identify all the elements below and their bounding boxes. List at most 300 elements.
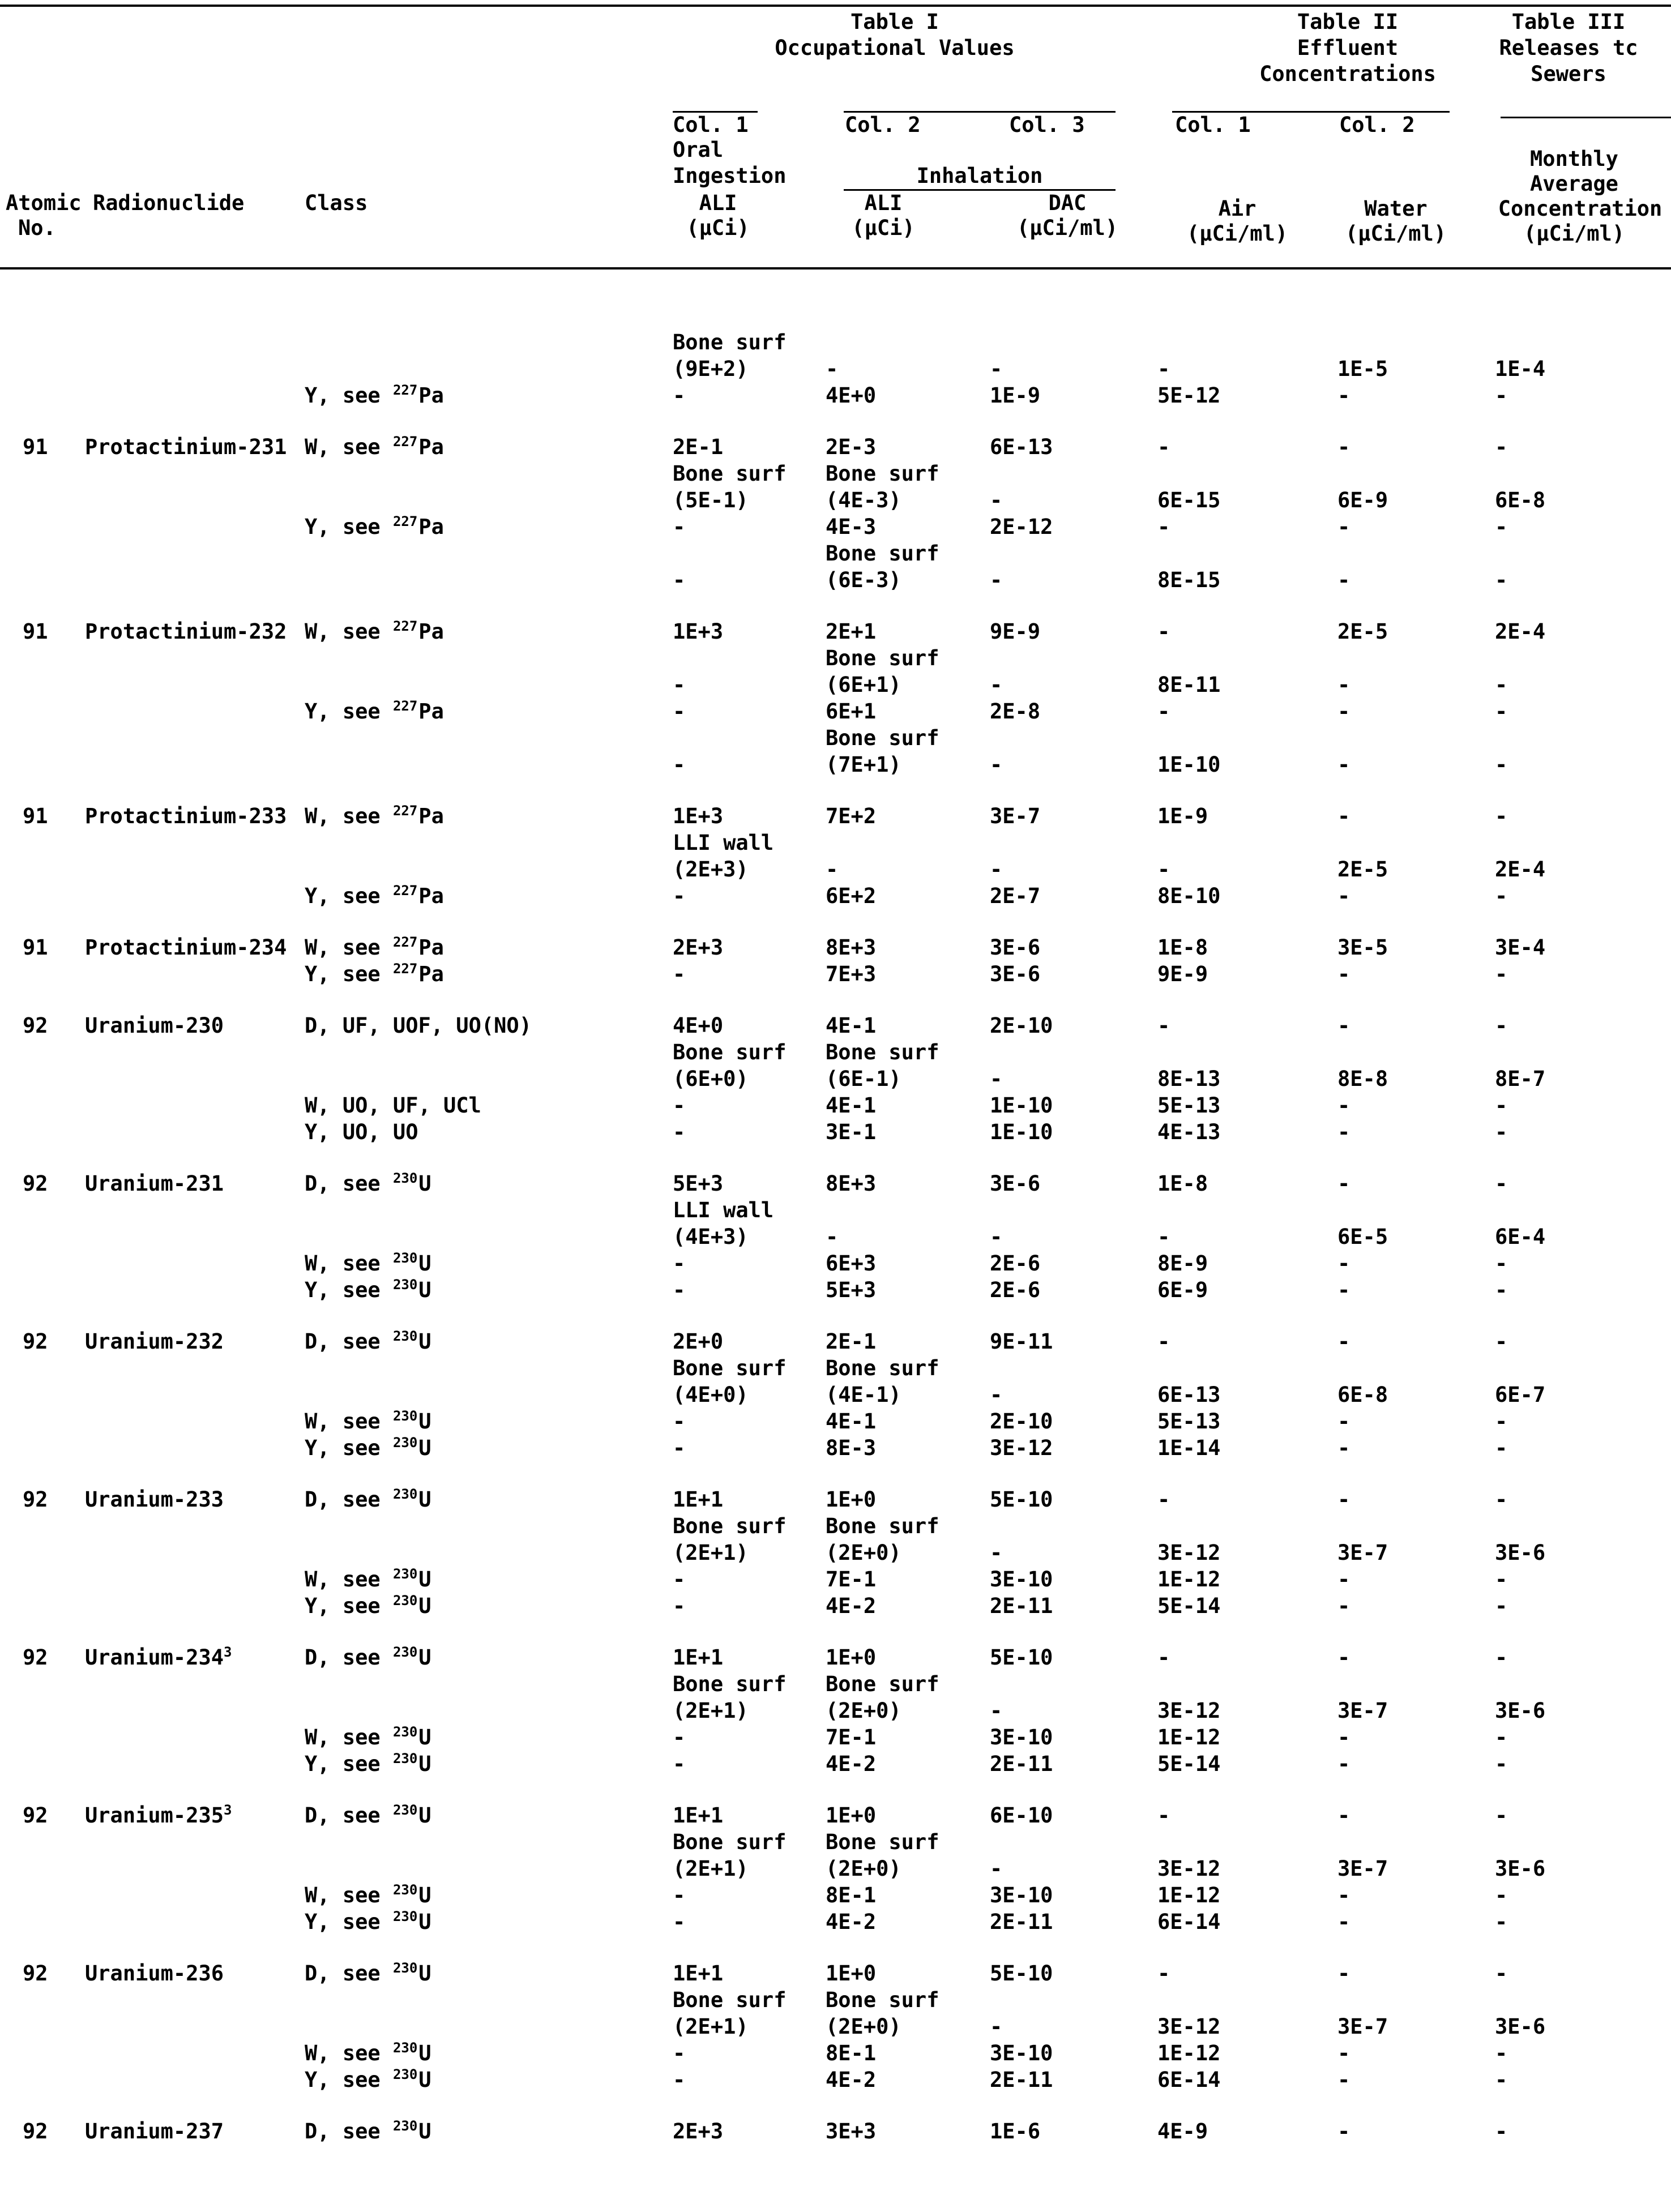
air-cell: 6E-13: [1157, 1383, 1221, 1407]
sewer-cell: -: [1495, 1013, 1508, 1038]
inh_ali-cell: 6E+2: [826, 884, 877, 908]
air-cell: -: [1157, 1645, 1170, 1670]
water-cell: 3E-5: [1337, 935, 1388, 960]
mass-number: 230: [392, 1566, 418, 1582]
radionuclide-name: Uranium-$234^3$: [85, 1644, 232, 1670]
dac-cell: 5E-10: [990, 1645, 1053, 1670]
air-cell: 1E-9: [1157, 804, 1208, 828]
dac-cell: 1E-10: [990, 1120, 1053, 1144]
dac-cell: 1E-9: [990, 383, 1041, 408]
dac-cell: 3E-10: [990, 1883, 1053, 1907]
air-cell: 1E-8: [1157, 1171, 1208, 1196]
inh_ali-cell: 3E-1: [826, 1120, 877, 1144]
inh_ali-cell: 4E-1: [826, 1093, 877, 1118]
radionuclide-name: Uranium-237: [85, 2119, 224, 2143]
class-cell: Y, see $^{227}$Pa: [305, 961, 444, 986]
class-cell: W, see $^{227}$Pa: [305, 934, 444, 960]
oral-cell: -: [673, 962, 686, 986]
dac-cell: -: [990, 752, 1003, 777]
sewer-cell: -: [1495, 1645, 1508, 1670]
air-cell: 3E-12: [1157, 2014, 1221, 2039]
inh_ali-cell: 6E+1: [826, 699, 877, 724]
sewer-cell: 6E-8: [1495, 488, 1546, 512]
radionuclide-name: Protactinium-234: [85, 935, 287, 960]
no-label: No.: [18, 216, 56, 240]
mass-number: 227: [392, 961, 418, 977]
dac-cell: 3E-6: [990, 1171, 1041, 1196]
oral-cell: -: [673, 1409, 686, 1434]
mass-number: 230: [392, 2066, 418, 2082]
mass-number: 230: [392, 1486, 418, 1502]
radionuclide-name: Uranium-$235^3$: [85, 1802, 232, 1828]
air-cell: 1E-12: [1157, 1883, 1221, 1907]
sewer-cell: 3E-6: [1495, 2014, 1546, 2039]
mass-number: 230: [392, 1435, 418, 1451]
atomic-number: 91: [23, 804, 48, 828]
water-cell: -: [1337, 1725, 1351, 1749]
air-cell: 8E-10: [1157, 884, 1221, 908]
mass-number: 227: [392, 883, 418, 899]
oral-cell: -: [673, 383, 686, 408]
inh_ali-cell: 7E-1: [826, 1725, 877, 1749]
sewer-cell: -: [1495, 568, 1508, 592]
oral-cell: 2E+0: [673, 1329, 724, 1354]
t3-concentration: Concentration: [1498, 196, 1663, 221]
sewer-cell: -: [1495, 1278, 1508, 1302]
dac-cell: 2E-10: [990, 1013, 1053, 1038]
dac-cell: 3E-10: [990, 1725, 1053, 1749]
table1-subtitle: Occupational Values: [775, 36, 1015, 60]
oral-cell: 2E-1: [673, 435, 724, 459]
oral-cell: (5E-1): [673, 488, 749, 512]
inh_ali-cell: 1E+0: [826, 1961, 877, 1986]
oral-cell: -: [673, 2041, 686, 2065]
dac-cell: 2E-11: [990, 1910, 1053, 1934]
oral-cell: (4E+0): [673, 1383, 749, 1407]
mass-number: 230: [392, 1408, 418, 1424]
air-cell: 1E-12: [1157, 1725, 1221, 1749]
inh_ali-cell: 2E-3: [826, 435, 877, 459]
air-cell: 8E-13: [1157, 1067, 1221, 1091]
mass-number: 227: [392, 514, 418, 529]
table3-line3: Sewers: [1531, 62, 1606, 86]
class-cell: W, see $^{227}$Pa: [305, 618, 444, 644]
dac-cell: -: [990, 857, 1003, 882]
t2col1-air: Air: [1218, 196, 1257, 221]
class-cell: Y, see $^{230}$U: [305, 1277, 431, 1302]
water-cell: -: [1337, 568, 1351, 592]
water-cell: -: [1337, 673, 1351, 697]
dac-cell: 2E-6: [990, 1278, 1041, 1302]
air-cell: 8E-11: [1157, 673, 1221, 697]
inh_ali-cell: 8E-1: [826, 1883, 877, 1907]
water-cell: -: [1337, 2119, 1351, 2143]
atomic-number: 92: [23, 1803, 48, 1828]
radionuclide-name: Protactinium-231: [85, 435, 287, 459]
oral-cell: -: [673, 1725, 686, 1749]
water-cell: -: [1337, 1752, 1351, 1776]
inh_ali-cell: 7E+2: [826, 804, 877, 828]
sewer-cell: -: [1495, 699, 1508, 724]
oral-cell: 2E+3: [673, 935, 724, 960]
oral-cell: (2E+1): [673, 1856, 749, 1881]
inh_ali-cell: 7E+3: [826, 962, 877, 986]
air-cell: -: [1157, 357, 1170, 381]
sewer-cell: -: [1495, 515, 1508, 539]
sewer-cell: -: [1495, 2041, 1508, 2065]
sewer-cell: -: [1495, 1251, 1508, 1276]
class-cell: D, UF, UOF, UO(NO): [305, 1013, 532, 1038]
inh_ali-cell: 8E+3: [826, 1171, 877, 1196]
inh_ali-cell: -: [826, 1225, 839, 1249]
water-cell: -: [1337, 804, 1351, 828]
dac-cell: 2E-11: [990, 2068, 1053, 2092]
oral-cell: -: [673, 1567, 686, 1591]
inh_ali-cell: (2E+0): [826, 1541, 901, 1565]
mass-number: 227: [392, 382, 418, 398]
class-cell: Y, see $^{227}$Pa: [305, 514, 444, 539]
oral-cell: -: [673, 1752, 686, 1776]
water-cell: 2E-5: [1337, 857, 1388, 882]
dac-cell: 9E-9: [990, 619, 1041, 644]
inh_ali-cell: (4E-1): [826, 1383, 901, 1407]
dac-cell: 9E-11: [990, 1329, 1053, 1354]
water-cell: 1E-5: [1337, 357, 1388, 381]
air-cell: 4E-13: [1157, 1120, 1221, 1144]
class-cell: D, see $^{230}$U: [305, 1170, 431, 1196]
class-cell: W, see $^{230}$U: [305, 1250, 431, 1276]
inh_ali-cell: 5E+3: [826, 1278, 877, 1302]
table2-line2: Effluent: [1297, 36, 1399, 60]
class-cell: Y, see $^{227}$Pa: [305, 382, 444, 408]
inh_ali-cell: Bone surf: [826, 1514, 939, 1538]
mass-number: 230: [392, 1882, 418, 1898]
inh_ali-cell: 8E+3: [826, 935, 877, 960]
inh_ali-cell: Bone surf: [826, 1040, 939, 1064]
oral-cell: 1E+3: [673, 804, 724, 828]
air-cell: 3E-12: [1157, 1856, 1221, 1881]
water-cell: -: [1337, 1329, 1351, 1354]
water-cell: -: [1337, 515, 1351, 539]
t3-average: Average: [1530, 172, 1618, 196]
mass-number: 230: [392, 1644, 418, 1660]
top-rule: [0, 5, 1671, 7]
rule-t3: [1501, 117, 1671, 118]
radionuclide-label: Radionuclide: [93, 191, 245, 215]
sewer-cell: -: [1495, 1594, 1508, 1618]
class-cell: W, see $^{230}$U: [305, 2040, 431, 2065]
water-cell: -: [1337, 383, 1351, 408]
t1col1-label: Col. 1: [673, 113, 749, 137]
oral-cell: Bone surf: [673, 1988, 787, 2012]
water-cell: -: [1337, 1961, 1351, 1986]
oral-cell: 5E+3: [673, 1171, 724, 1196]
inhalation-label: Inhalation: [916, 164, 1043, 188]
inh_ali-cell: Bone surf: [826, 461, 939, 486]
sewer-cell: -: [1495, 1436, 1508, 1460]
inh_ali-cell: Bone surf: [826, 726, 939, 750]
inh_ali-cell: 4E-2: [826, 1910, 877, 1934]
air-cell: -: [1157, 619, 1170, 644]
air-cell: -: [1157, 1013, 1170, 1038]
inh_ali-cell: -: [826, 857, 839, 882]
mass-number: 230: [392, 1328, 418, 1344]
air-cell: 1E-12: [1157, 2041, 1221, 2065]
air-cell: 4E-9: [1157, 2119, 1208, 2143]
inh_ali-cell: 4E-2: [826, 1752, 877, 1776]
oral-cell: -: [673, 699, 686, 724]
sewer-cell: 8E-7: [1495, 1067, 1546, 1091]
sewer-cell: 3E-6: [1495, 1698, 1546, 1723]
oral-cell: 2E+3: [673, 2119, 724, 2143]
dac-cell: -: [990, 568, 1003, 592]
inh_ali-cell: (6E-1): [826, 1067, 901, 1091]
air-cell: -: [1157, 857, 1170, 882]
inh_ali-cell: 8E-1: [826, 2041, 877, 2065]
mass-number: 227: [392, 698, 418, 714]
t1col1-unit: (µCi): [686, 216, 750, 240]
air-cell: 6E-15: [1157, 488, 1221, 512]
t2col1-label: Col. 1: [1175, 113, 1251, 137]
oral-cell: -: [673, 2068, 686, 2092]
oral-cell: -: [673, 1883, 686, 1907]
atomic-number: 92: [23, 1645, 48, 1670]
oral-cell: Bone surf: [673, 1830, 787, 1854]
air-cell: 5E-14: [1157, 1594, 1221, 1618]
sewer-cell: 3E-4: [1495, 935, 1546, 960]
water-cell: -: [1337, 2041, 1351, 2065]
mass-number: 230: [392, 1909, 418, 1924]
dac-cell: 6E-13: [990, 435, 1053, 459]
dac-cell: 2E-7: [990, 884, 1041, 908]
class-cell: D, see $^{230}$U: [305, 1802, 431, 1828]
t1col1-ali: ALI: [699, 191, 737, 215]
air-cell: 8E-15: [1157, 568, 1221, 592]
air-cell: 9E-9: [1157, 962, 1208, 986]
water-cell: -: [1337, 1487, 1351, 1512]
dac-cell: -: [990, 2014, 1003, 2039]
oral-cell: -: [673, 884, 686, 908]
inh_ali-cell: Bone surf: [826, 1830, 939, 1854]
atomic-number: 92: [23, 1487, 48, 1512]
oral-cell: (9E+2): [673, 357, 749, 381]
sewer-cell: -: [1495, 752, 1508, 777]
air-cell: 1E-14: [1157, 1436, 1221, 1460]
mass-number: 230: [392, 1277, 418, 1293]
water-cell: -: [1337, 1093, 1351, 1118]
oral-cell: 1E+1: [673, 1645, 724, 1670]
oral-cell: -: [673, 515, 686, 539]
oral-cell: -: [673, 1594, 686, 1618]
t2col2-unit: (µCi/ml): [1345, 221, 1447, 246]
radionuclide-name: Uranium-230: [85, 1013, 224, 1038]
oral-cell: (2E+1): [673, 1541, 749, 1565]
header-bottom-rule: [0, 267, 1671, 269]
oral-cell: Bone surf: [673, 1040, 787, 1064]
radionuclide-name: Uranium-232: [85, 1329, 224, 1354]
dac-cell: 1E-6: [990, 2119, 1041, 2143]
radionuclide-name: Uranium-236: [85, 1961, 224, 1986]
sewer-cell: -: [1495, 884, 1508, 908]
sewer-cell: -: [1495, 1752, 1508, 1776]
air-cell: 3E-12: [1157, 1698, 1221, 1723]
oral-cell: LLI wall: [673, 831, 774, 855]
dac-cell: -: [990, 1067, 1003, 1091]
mass-number: 230: [392, 1751, 418, 1766]
atomic-number: 92: [23, 1013, 48, 1038]
dac-cell: 2E-10: [990, 1409, 1053, 1434]
table2-line3: Concentrations: [1259, 62, 1436, 86]
mass-number: 230: [392, 2118, 418, 2134]
oral-cell: 1E+1: [673, 1803, 724, 1828]
class-cell: Y, see $^{230}$U: [305, 1435, 431, 1460]
sewer-cell: 1E-4: [1495, 357, 1546, 381]
sewer-cell: -: [1495, 1803, 1508, 1828]
class-cell: Y, see $^{227}$Pa: [305, 698, 444, 724]
oral-cell: -: [673, 1278, 686, 1302]
air-cell: -: [1157, 1961, 1170, 1986]
sewer-cell: -: [1495, 673, 1508, 697]
dac-cell: -: [990, 488, 1003, 512]
t2col1-unit: (µCi/ml): [1186, 221, 1288, 246]
sewer-cell: -: [1495, 435, 1508, 459]
sewer-cell: -: [1495, 1120, 1508, 1144]
water-cell: -: [1337, 435, 1351, 459]
dac-cell: -: [990, 1541, 1003, 1565]
water-cell: -: [1337, 1120, 1351, 1144]
water-cell: -: [1337, 1278, 1351, 1302]
inh_ali-cell: 2E+1: [826, 619, 877, 644]
inh_ali-cell: 4E+0: [826, 383, 877, 408]
sewer-cell: -: [1495, 1910, 1508, 1934]
oral-cell: Bone surf: [673, 1356, 787, 1380]
dac-cell: -: [990, 1856, 1003, 1881]
class-cell: Y, UO, UO: [305, 1120, 418, 1144]
mass-number: 230: [392, 1593, 418, 1608]
water-cell: -: [1337, 1409, 1351, 1434]
sewer-cell: -: [1495, 1409, 1508, 1434]
water-cell: -: [1337, 1567, 1351, 1591]
mass-number: 230: [392, 2040, 418, 2056]
water-cell: 3E-7: [1337, 1698, 1388, 1723]
air-cell: -: [1157, 435, 1170, 459]
dac-cell: 1E-10: [990, 1093, 1053, 1118]
atomic-number: 91: [23, 935, 48, 960]
inh_ali-cell: 1E+0: [826, 1645, 877, 1670]
sewer-cell: -: [1495, 1329, 1508, 1354]
water-cell: -: [1337, 884, 1351, 908]
dac-cell: 2E-11: [990, 1752, 1053, 1776]
air-cell: 5E-12: [1157, 383, 1221, 408]
oral-cell: 1E+1: [673, 1961, 724, 1986]
air-cell: 1E-8: [1157, 935, 1208, 960]
sewer-cell: -: [1495, 2119, 1508, 2143]
air-cell: -: [1157, 1487, 1170, 1512]
table2-title: Table II: [1297, 10, 1399, 34]
water-cell: -: [1337, 752, 1351, 777]
sewer-cell: 3E-6: [1495, 1856, 1546, 1881]
oral-cell: (6E+0): [673, 1067, 749, 1091]
footnote-marker: 3: [224, 1644, 232, 1660]
oral-cell: 1E+1: [673, 1487, 724, 1512]
inh_ali-cell: (2E+0): [826, 1698, 901, 1723]
inh_ali-cell: Bone surf: [826, 1356, 939, 1380]
dac-cell: -: [990, 1698, 1003, 1723]
class-cell: Y, see $^{230}$U: [305, 1593, 431, 1618]
class-cell: D, see $^{230}$U: [305, 2118, 431, 2143]
oral-cell: -: [673, 1093, 686, 1118]
sewer-cell: -: [1495, 1171, 1508, 1196]
table1-title: Table I: [851, 10, 939, 34]
inh_ali-cell: (6E+1): [826, 673, 901, 697]
mass-number: 230: [392, 1802, 418, 1818]
water-cell: -: [1337, 1883, 1351, 1907]
water-cell: -: [1337, 1645, 1351, 1670]
oral-cell: Bone surf: [673, 1514, 787, 1538]
air-cell: 6E-14: [1157, 2068, 1221, 2092]
air-cell: 5E-14: [1157, 1752, 1221, 1776]
t1col3-unit: (µCi/ml): [1016, 216, 1118, 240]
t2col2-water: Water: [1364, 196, 1428, 221]
t1col2-unit: (µCi): [852, 216, 915, 240]
inh_ali-cell: 2E-1: [826, 1329, 877, 1354]
sewer-cell: 6E-4: [1495, 1225, 1546, 1249]
atomic-number: 91: [23, 435, 48, 459]
inh_ali-cell: (7E+1): [826, 752, 901, 777]
inh_ali-cell: 1E+0: [826, 1487, 877, 1512]
air-cell: -: [1157, 699, 1170, 724]
oral-cell: (4E+3): [673, 1225, 749, 1249]
oral-cell: -: [673, 1436, 686, 1460]
sewer-cell: -: [1495, 383, 1508, 408]
inh_ali-cell: 3E+3: [826, 2119, 877, 2143]
dac-cell: 2E-12: [990, 515, 1053, 539]
water-cell: -: [1337, 1436, 1351, 1460]
sewer-cell: -: [1495, 1883, 1508, 1907]
t3-monthly: Monthly: [1530, 147, 1618, 171]
air-cell: -: [1157, 515, 1170, 539]
oral-cell: Bone surf: [673, 461, 787, 486]
water-cell: 6E-9: [1337, 488, 1388, 512]
inh_ali-cell: Bone surf: [826, 541, 939, 566]
radionuclide-name: Protactinium-233: [85, 804, 287, 828]
sewer-cell: -: [1495, 1487, 1508, 1512]
dac-cell: -: [990, 357, 1003, 381]
water-cell: 6E-5: [1337, 1225, 1388, 1249]
water-cell: -: [1337, 1910, 1351, 1934]
water-cell: 3E-7: [1337, 2014, 1388, 2039]
sewer-cell: 2E-4: [1495, 619, 1546, 644]
class-cell: W, see $^{230}$U: [305, 1566, 431, 1591]
air-cell: 5E-13: [1157, 1093, 1221, 1118]
class-cell: W, see $^{227}$Pa: [305, 434, 444, 459]
class-cell: Y, see $^{227}$Pa: [305, 883, 444, 908]
air-cell: 3E-12: [1157, 1541, 1221, 1565]
mass-number: 227: [392, 434, 418, 450]
atomic-label: Atomic: [6, 191, 82, 215]
t3-unit: (µCi/ml): [1523, 221, 1625, 246]
dac-cell: -: [990, 1225, 1003, 1249]
oral-cell: LLI wall: [673, 1198, 774, 1222]
mass-number: 230: [392, 1170, 418, 1186]
oral-cell: (2E+1): [673, 1698, 749, 1723]
oral-cell: -: [673, 1120, 686, 1144]
oral-cell: Bone surf: [673, 330, 787, 354]
class-cell: W, see $^{230}$U: [305, 1882, 431, 1907]
oral-cell: 4E+0: [673, 1013, 724, 1038]
dac-cell: 3E-7: [990, 804, 1041, 828]
sewer-cell: -: [1495, 804, 1508, 828]
